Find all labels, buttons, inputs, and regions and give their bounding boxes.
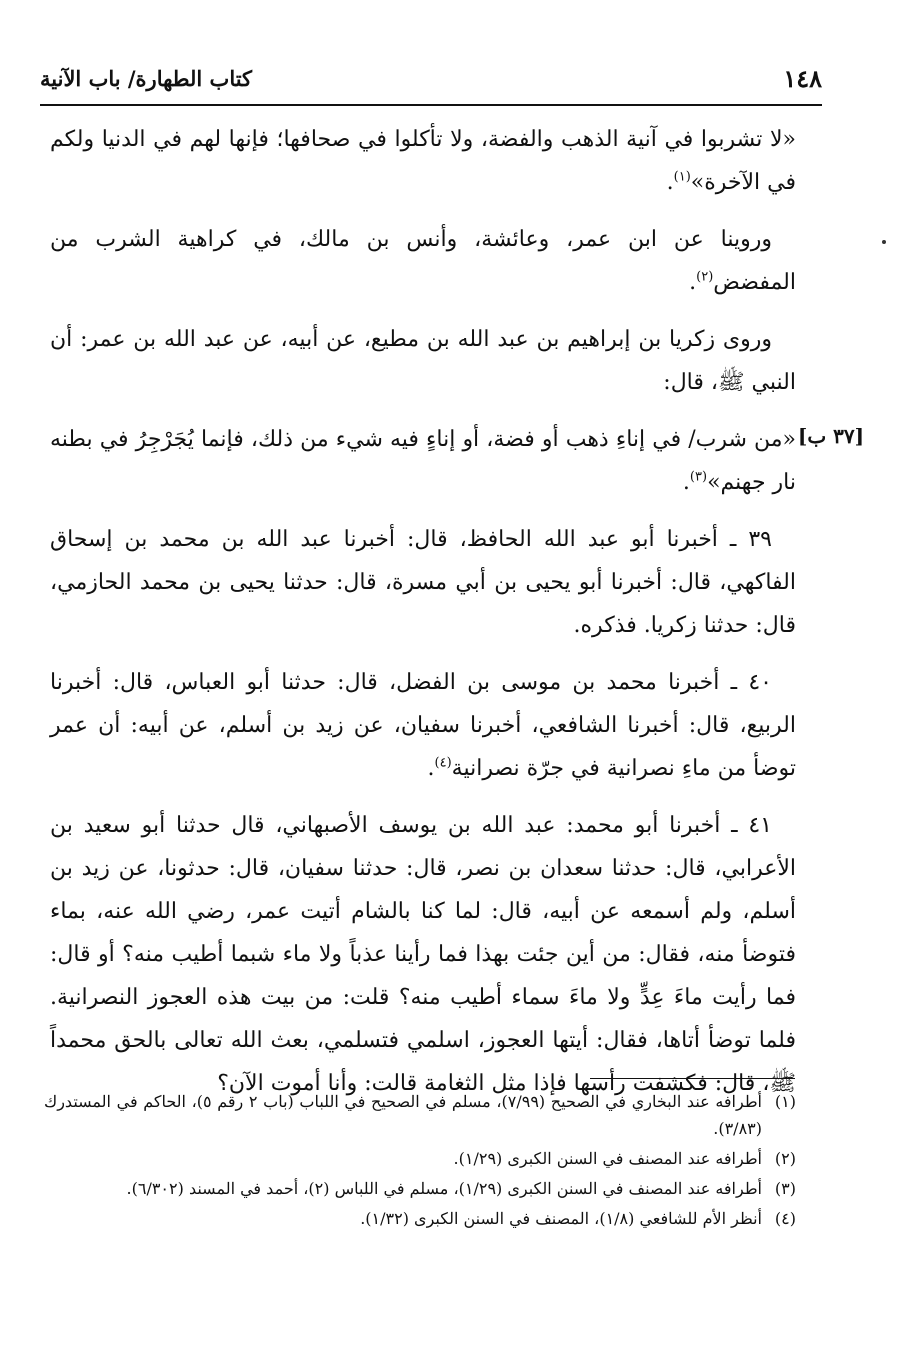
footnote-ref: (٣): [689, 469, 708, 485]
page-header: [40, 60, 822, 104]
footnote-1: [44, 1088, 796, 1142]
paragraph-end: .: [666, 170, 674, 195]
margin-folio-note: [٣٧ ب]: [797, 424, 865, 448]
running-title: كتاب الطهارة/ باب الآنية: [40, 66, 253, 91]
numbered-paragraph-39: [50, 518, 796, 647]
hadith-paragraph-2: [50, 418, 796, 504]
paragraph-text: ٣٩ ـ أخبرنا أبو عبد الله الحافظ، قال: أخبرنا عبد الله بن محمد بن إسحاق الفاكهي، قال: أخبرنا أبو يحيى بن أبي مسرة، قال: حدثنا يحيى بن محمد الحازمي، قال: حدثنا زكريا. فذكره.: [50, 527, 796, 638]
body-text: [50, 118, 796, 1119]
footnote-text: أطرافه عند المصنف في السنن الكبرى (١/٢٩)، مسلم في اللباس (٢)، أحمد في المسند (٦/٣٠٢).: [126, 1179, 762, 1198]
page-number: ١٤٨: [783, 64, 822, 93]
paragraph-end: .: [689, 270, 697, 295]
footnote-text: أطرافه عند البخاري في الصحيح (٧/٩٩)، مسلم في الصحيح في اللباب (باب ٢ رقم ٥)، الحاكم في المستدرك (٣/٨٣).: [44, 1092, 763, 1138]
footnote-3: [44, 1175, 796, 1202]
footnote-ref: (٢): [696, 269, 714, 285]
paragraph-text: ٤١ ـ أخبرنا أبو محمد: عبد الله بن يوسف الأصبهاني، قال حدثنا أبو سعيد بن الأعرابي، قال: حدثنا سعدان بن نصر، قال: حدثنا سفيان، قال: حدثونا، عن زيد بن أسلم، ولم أسمعه عن أبيه، قال: لما كنا بالشام أتيت عمر، رضي الله عنه، بماء فتوضأ منه، فقال: من أين جئت بهذا فما رأينا عذباً ولا ماء شبما أطيب منه؟ أو قال: فما رأيت ماءَ عِدٍّ ولا ماءَ سماء أطيب منه؟ قلت: من بيت هذه العجوز النصرانية. فلما توضأ أتاها، فقال: أيتها العجوز، اسلمي فتسلمي، بعث الله تعالى بالحق محمداً ﷺ، قال: فكشفت رأسها فإذا مثل الثغامة قالت: وأنا أموت الآن؟: [50, 813, 796, 1096]
paragraph-text: «من شرب/ في إناءِ ذهب أو فضة، أو إناءٍ فيه شيء من ذلك، فإنما يُجَرْجِرُ في بطنه نار جهنم»: [50, 427, 796, 495]
header-rule: [40, 104, 822, 106]
stray-mark: [882, 240, 886, 244]
paragraph-text: وروى زكريا بن إبراهيم بن عبد الله بن مطيع، عن أبيه، عن عبد الله بن عمر: أن النبي ﷺ، قال:: [50, 327, 796, 395]
numbered-paragraph-41: [50, 804, 796, 1105]
footnote-ref: (١): [673, 169, 691, 185]
narration-paragraph-1: [50, 218, 796, 304]
paragraph-text: ٤٠ ـ أخبرنا محمد بن موسى بن الفضل، قال: حدثنا أبو العباس، قال: أخبرنا الربيع، قال: أخبرنا الشافعي، أخبرنا سفيان، عن زيد بن أسلم، عن أبيه: أن عمر توضأ من ماءِ نصرانية في جرّة نصرانية: [50, 670, 796, 781]
footnote-number: (٣): [774, 1179, 796, 1198]
footnote-text: أطرافه عند المصنف في السنن الكبرى (١/٢٩).: [453, 1149, 762, 1168]
paragraph-end: .: [682, 470, 690, 495]
footnotes: [44, 1088, 796, 1235]
footnote-separator: [590, 1078, 795, 1079]
footnote-text: أنظر الأم للشافعي (١/٨)، المصنف في السنن الكبرى (١/٣٢).: [360, 1209, 762, 1228]
footnote-number: (٤): [774, 1209, 796, 1228]
hadith-paragraph-1: [50, 118, 796, 204]
footnote-4: [44, 1205, 796, 1232]
footnote-2: [44, 1145, 796, 1172]
footnote-ref: (٤): [434, 755, 452, 771]
paragraph-text: «لا تشربوا في آنية الذهب والفضة، ولا تأكلوا في صحافها؛ فإنها لهم في الدنيا ولكم في الآخرة»: [50, 127, 796, 195]
paragraph-text: وروينا عن ابن عمر، وعائشة، وأنس بن مالك، في كراهية الشرب من المفضض: [50, 227, 796, 295]
numbered-paragraph-40: [50, 661, 796, 790]
paragraph-end: .: [427, 756, 435, 781]
footnote-number: (١): [774, 1092, 796, 1111]
footnote-number: (٢): [774, 1149, 796, 1168]
narration-paragraph-2: [50, 318, 796, 404]
